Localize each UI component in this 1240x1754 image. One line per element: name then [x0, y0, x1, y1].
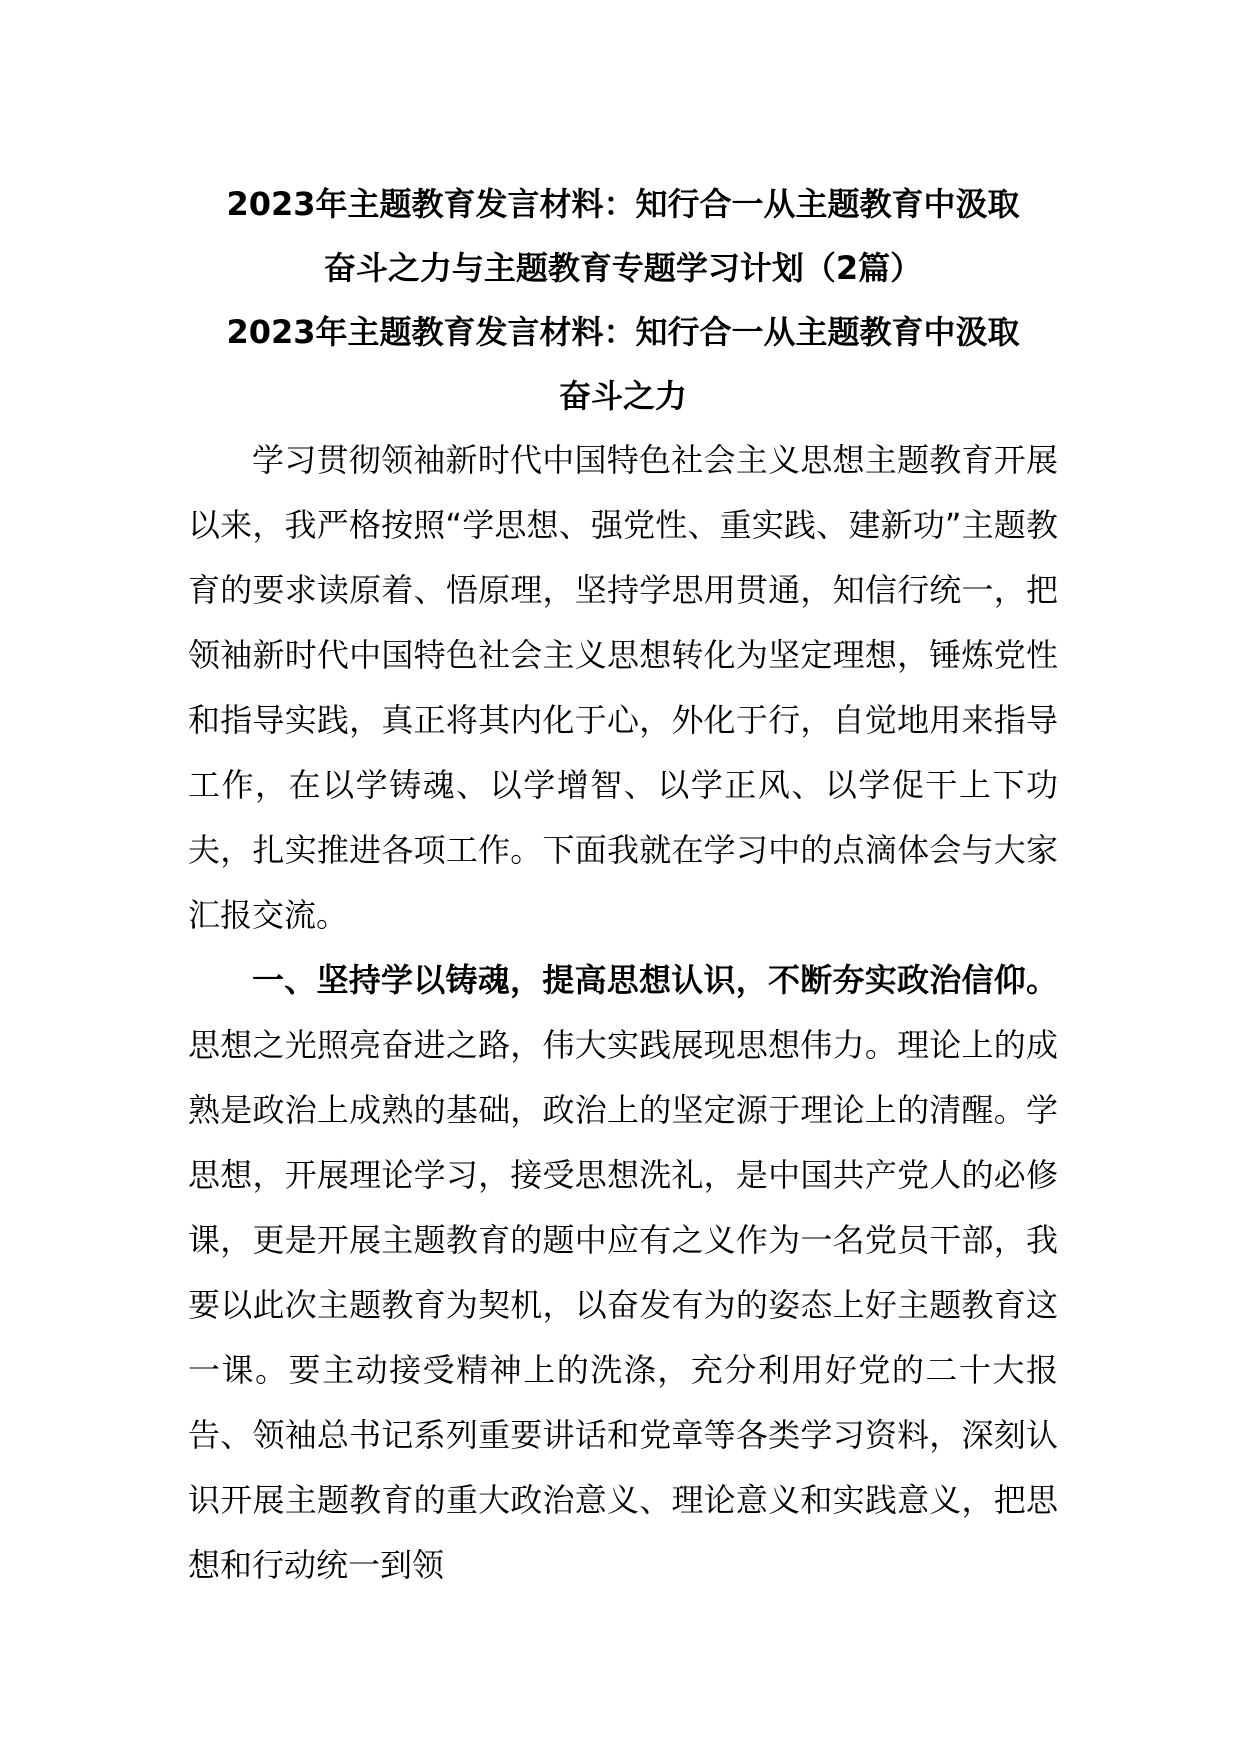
section-1-heading: 一、坚持学以铸魂，提高思想认识，不断夯实政治信仰。 [252, 961, 1058, 999]
main-title-line-2: 奋斗之力与主题教育专题学习计划（2篇） [323, 249, 923, 287]
document-page [188, 172, 1058, 1598]
document-body [188, 428, 1058, 1598]
sub-title-line-2: 奋斗之力 [558, 377, 687, 415]
sub-title-line-1: 2023年主题教育发言材料：知行合一从主题教育中汲取 [226, 313, 1020, 351]
intro-paragraph: 学习贯彻领袖新时代中国特色社会主义思想主题教育开展以来，我严格按照“学思想、强党性、重实践、建新功”主题教育的要求读原着、悟原理，坚持学思用贯通，知信行统一，把领袖新时代中国特色社会主义思想转化为坚定理想，锤炼党性和指导实践，真正将其内化于心，外化于行，自觉地用来指导工作，在以学铸魂、以学增智、以学正风、以学促干上下功夫，扎实推进各项工作。下面我就在学习中的点滴体会与大家汇报交流。 [188, 441, 1058, 934]
main-title-line-1: 2023年主题教育发言材料：知行合一从主题教育中汲取 [226, 185, 1020, 223]
section-1-text: 思想之光照亮奋进之路，伟大实践展现思想伟力。理论上的成熟是政治上成熟的基础，政治上的坚定源于理论上的清醒。学思想，开展理论学习，接受思想洗礼，是中国共产党人的必修课，更是开展主题教育的题中应有之义作为一名党员干部，我要以此次主题教育为契机，以奋发有为的姿态上好主题教育这一课。要主动接受精神上的洗涤，充分利用好党的二十大报告、领袖总书记系列重要讲话和党章等各类学习资料，深刻认识开展主题教育的重大政治意义、理论意义和实践意义，把思想和行动统一到领 [188, 1026, 1058, 1584]
section-1-paragraph [188, 948, 1058, 1598]
